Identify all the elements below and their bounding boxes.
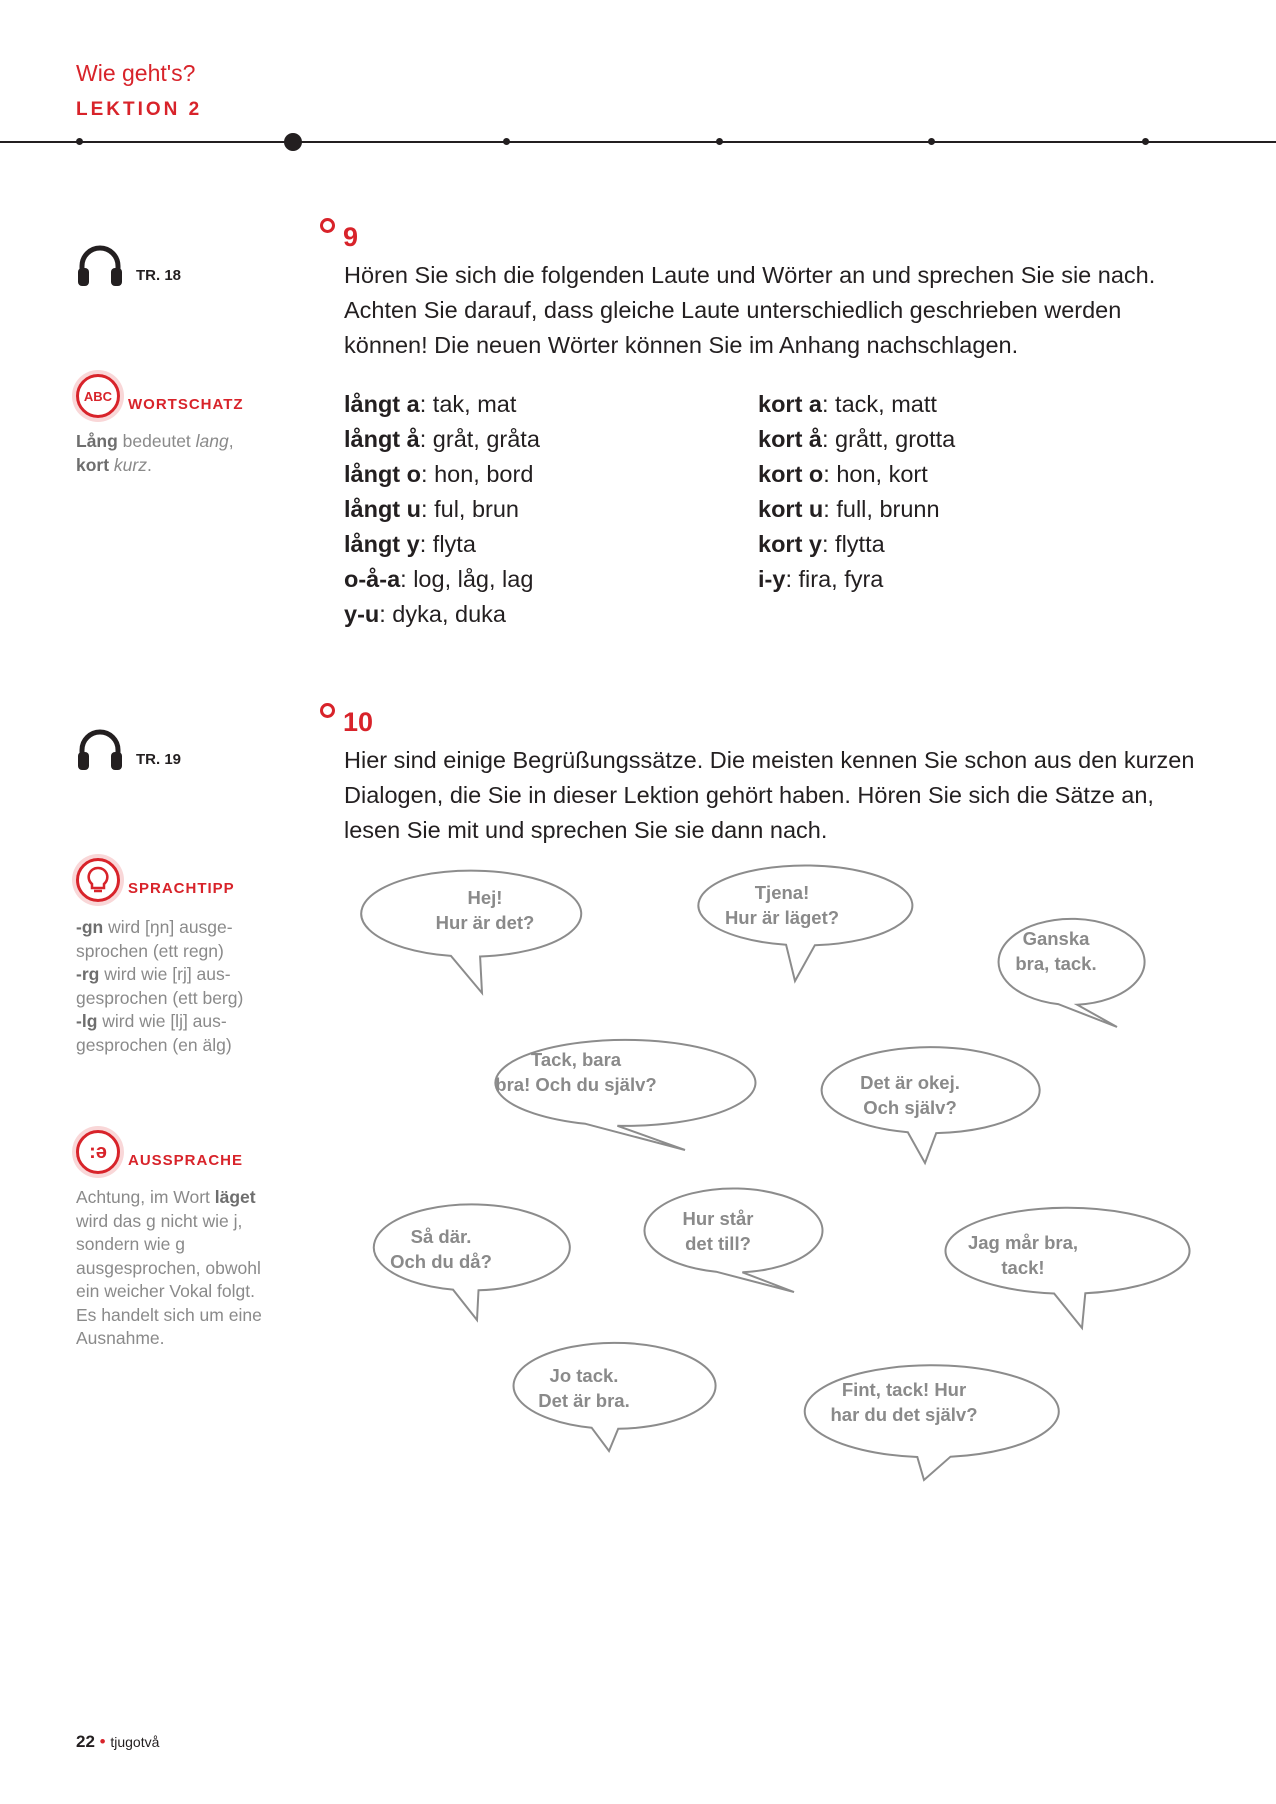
wortschatz-note: Lång bedeutet lang, kort kurz. [76, 431, 234, 475]
bubble-text: Det är okej. Och själv? [860, 1072, 960, 1118]
vowel-pair: i-y: fira, fyra [758, 566, 884, 592]
footer-separator: • [99, 1732, 106, 1751]
vowel-pair: o-å-a: log, låg, lag [344, 566, 534, 592]
bubble-text: Jo tack. Det är bra. [538, 1365, 630, 1411]
page-footer [76, 1732, 159, 1752]
abc-icon: ABC [76, 374, 120, 418]
track-label: TR. 18 [136, 267, 182, 284]
vowel-pair: y-u: dyka, duka [344, 601, 506, 627]
vowel-pair: kort y: flytta [758, 531, 885, 557]
bubble-text: Hej! Hur är det? [435, 887, 535, 933]
bubble-text: Jag mår bra, tack! [967, 1232, 1079, 1278]
bubble-text: Ganska bra, tack. [1015, 928, 1097, 974]
aussprache-title: AUSSPRACHE [128, 1151, 244, 1169]
track-label: TR. 19 [136, 751, 182, 768]
bubble-text: Tack, bara bra! Och du själv? [495, 1049, 657, 1095]
vowel-pair: kort u: full, brunn [758, 496, 940, 522]
vowel-pair: långt y: flyta [344, 531, 476, 557]
vowel-pair: kort å: grått, grotta [758, 426, 956, 452]
vowel-pair: långt o: hon, bord [344, 461, 534, 487]
page-number-word: tjugotvå [110, 1734, 160, 1750]
exercise-9-number: 9 [343, 222, 359, 252]
exercise-9-instruction: Hören Sie sich die folgenden Laute und Wörter an und sprechen Sie sie nach. Achten Sie darauf, dass gleiche Laute unterschiedlich geschrieben werden können! Die neuen Wörter können Sie im Anhang nachschlagen. [344, 262, 1156, 358]
sprachtipp-note: -gn wird [ŋn] ausgesprochen (ett regn) -rg wird wie [rj] ausgesprochen (ett berg) -lg wird wie [lj] ausgesprochen (en älg) [76, 917, 244, 1055]
bubble-text: Hur står det till? [682, 1208, 754, 1254]
vowel-pair: kort o: hon, kort [758, 461, 928, 487]
bubble-text: Fint, tack! Hur har du det själv? [830, 1379, 978, 1425]
pronunciation-icon: :ə [76, 1130, 120, 1174]
sprachtipp-title: SPRACHTIPP [128, 879, 235, 897]
vowel-pair: långt å: gråt, gråta [344, 426, 540, 452]
vowel-pair: långt a: tak, mat [344, 391, 517, 417]
vowel-pair: kort a: tack, matt [758, 391, 937, 417]
chapter-title: Wie geht's? [76, 60, 196, 86]
wortschatz-title: WORTSCHATZ [128, 395, 244, 413]
lesson-label: LEKTION 2 [76, 99, 203, 120]
bubble-text: Tjena! Hur är läget? [724, 882, 840, 928]
exercise-10-number: 10 [343, 707, 374, 737]
exercise-10-instruction: Hier sind einige Begrüßungssätze. Die meisten kennen Sie schon aus den kurzen Dialogen, die Sie in dieser Lektion gehört haben. Hören Sie sich die Sätze an, lesen Sie mit und sprechen Sie sie dann nach. [344, 747, 1195, 843]
page-number: 22 [76, 1732, 95, 1751]
aussprache-note: Achtung, im Wort läget wird das g nicht wie j, sondern wie g ausgesprochen, obwohl ein weicher Vokal folgt. Es handelt sich um eine Ausnahme. [76, 1187, 262, 1348]
bubble-text: Så där. Och du då? [390, 1226, 492, 1272]
vowel-pair: långt u: ful, brun [344, 496, 520, 522]
